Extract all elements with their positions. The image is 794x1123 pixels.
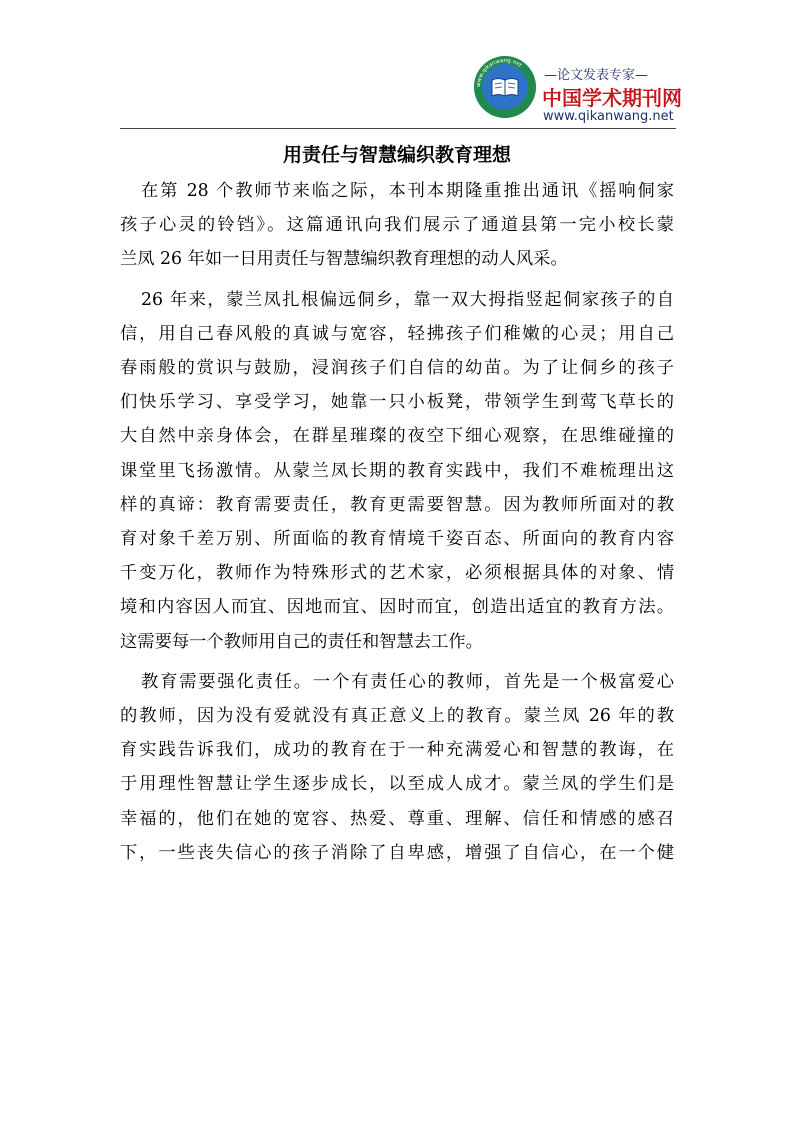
paragraph-line: 下，一些丧失信心的孩子消除了自卑感，增强了自信心，在一个健 bbox=[120, 842, 674, 863]
journal-logo bbox=[472, 56, 682, 130]
globe-book-seal-icon bbox=[474, 56, 536, 118]
body-paragraph bbox=[120, 174, 674, 277]
paragraph-line: 大自然中亲身体会，在群星璀璨的夜空下细心观察，在思维碰撞的 bbox=[120, 426, 674, 447]
paragraph-line: 在第 28 个教师节来临之际，本刊本期隆重推出通讯《摇响侗家 bbox=[141, 181, 674, 201]
paragraph-line: 于用理性智慧让学生逐步成长，以至成人成才。蒙兰凤的学生们是 bbox=[120, 774, 674, 795]
paragraph-line: 育对象千差万别、所面临的教育情境千姿百态、所面向的教育内容 bbox=[120, 529, 674, 550]
document-body bbox=[120, 174, 674, 876]
svg-text:www.qikanwang.net: www.qikanwang.net bbox=[475, 57, 523, 88]
paragraph-line: 们快乐学习、享受学习，她靠一只小板凳，带领学生到莺飞草长的 bbox=[120, 392, 674, 413]
paragraph-line: 境和内容因人而宜、因地而宜、因时而宜，创造出适宜的教育方法。 bbox=[120, 597, 674, 618]
logo-slogan: —论文发表专家— bbox=[544, 68, 649, 83]
paragraph-line: 千变万化，教师作为特殊形式的艺术家，必须根据具体的对象、情 bbox=[120, 563, 674, 584]
paragraph-line: 信，用自己春风般的真诚与宽容，轻拂孩子们稚嫩的心灵；用自己 bbox=[120, 323, 674, 344]
header-divider bbox=[120, 128, 676, 129]
open-book-icon bbox=[491, 76, 519, 98]
paragraph-line: 幸福的，他们在她的宽容、热爱、尊重、理解、信任和情感的感召 bbox=[120, 808, 674, 829]
body-paragraph bbox=[120, 665, 674, 870]
paragraph-line: 教育需要强化责任。一个有责任心的教师，首先是一个极富爱心 bbox=[141, 671, 674, 692]
paragraph-line: 育实践告诉我们，成功的教育在于一种充满爱心和智慧的教诲，在 bbox=[120, 740, 674, 761]
paragraph-line: 兰凤 26 年如一日用责任与智慧编织教育理想的动人风采。 bbox=[120, 249, 568, 270]
paragraph-line: 的教师，因为没有爱就没有真正意义上的教育。蒙兰凤 26 年的教 bbox=[120, 706, 674, 727]
paragraph-line: 这需要每一个教师用自己的责任和智慧去工作。 bbox=[120, 631, 483, 652]
paragraph-line: 孩子心灵的铃铛》。这篇通讯向我们展示了通道县第一完小校长蒙 bbox=[120, 215, 674, 236]
logo-brand-name: 中国学术期刊网 bbox=[542, 86, 682, 110]
paragraph-line: 春雨般的赏识与鼓励，浸润孩子们自信的幼苗。为了让侗乡的孩子 bbox=[120, 358, 674, 379]
paragraph-line: 样的真谛：教育需要责任，教育更需要智慧。因为教师所面对的教 bbox=[120, 494, 674, 515]
paragraph-line: 课堂里飞扬激情。从蒙兰凤长期的教育实践中，我们不难梳理出这 bbox=[120, 460, 674, 481]
logo-site-url: www.qikanwang.net bbox=[543, 109, 674, 124]
document-title: 用责任与智慧编织教育理想 bbox=[282, 144, 511, 166]
paragraph-line: 26 年来，蒙兰凤扎根偏远侗乡，靠一双大拇指竖起侗家孩子的自 bbox=[141, 289, 674, 310]
body-paragraph bbox=[120, 283, 674, 659]
